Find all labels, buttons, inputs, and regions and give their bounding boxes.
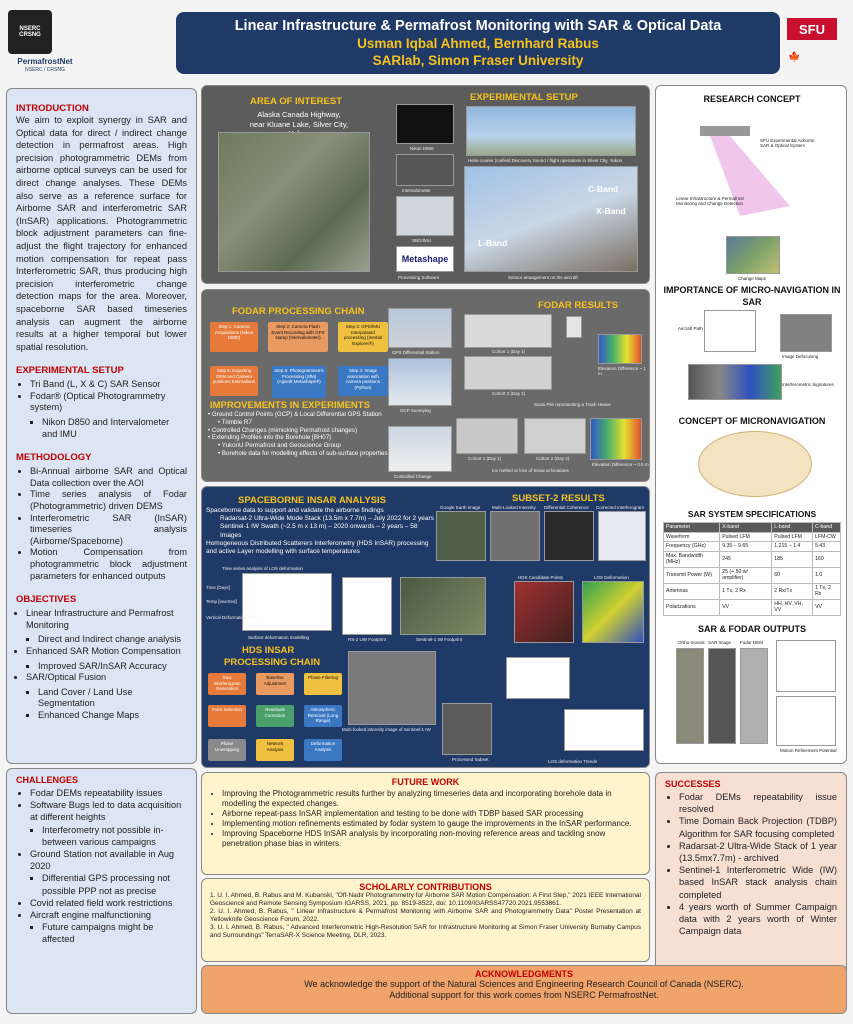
list-item [26, 646, 187, 672]
research-concept-diagram [670, 106, 834, 226]
list-item: • Fodar DEMs repeatability issues [30, 787, 187, 799]
challenges-heading: CHALLENGES [16, 775, 79, 785]
gcp-image [388, 358, 452, 406]
surf-caption: Surface deformation modelling [248, 635, 310, 640]
poster-header [176, 12, 780, 74]
trends-caption: LOS deformation Trends [548, 759, 598, 764]
successes-heading: SUCCESSES [665, 779, 721, 789]
list-item [26, 608, 187, 646]
s1-caption: Sentinel-1 IW Footprint [416, 637, 463, 642]
methodology-heading: METHODOLOGY [16, 452, 92, 464]
list-item: ▪ Direct and Indirect change analysis [38, 634, 187, 646]
intro-text: We aim to exploit synergy in SAR and Optical data for direct / indirect change detection in permafrost areas. High precision photogrammetric DEMs from airborne optical surveys can be used for direct change analyses. These DEMs also serve as a reference surface for Airborne SAR and interferometric SAR (InSAR) applications. Photogrammetric block adjustment parameters can fine-adjust the flight trajectory for enhanced motion compensation for repeat pass Interferometric SAR, thus producing high precision interferometric change detection maps for the area. Moreover, spaceborne SAR based timeseries analysis can augment the airborne results at a higher temporal but lower spatial resolution. [16, 115, 187, 352]
hds-block-7: Phase Unwrapping [208, 739, 246, 761]
sfu-logo-text: SFU [799, 21, 825, 37]
fodar-step-6: Step 6: Exporting DEM and Camera positions Estimations [210, 366, 258, 396]
fodar-dem-caption: Fodar DEM [740, 640, 764, 645]
dc-caption: Differential Coherence [544, 505, 589, 510]
ml-intensity-image [348, 651, 436, 725]
list-item [30, 799, 187, 848]
sar-spec-title: SAR SYSTEM SPECIFICATIONS [687, 509, 817, 519]
table-header: X-band [720, 523, 772, 533]
cband-label: C-Band [588, 184, 619, 194]
nserc-logo [8, 10, 52, 54]
sarimg-caption: SAR Image [708, 640, 732, 645]
research-concept-title: RESEARCH CONCEPT [703, 94, 801, 104]
list-item: • Airborne repeat-pass InSAR implementation and testing to be done with TDBP based SAR processing [222, 809, 639, 819]
camera-image [396, 104, 454, 144]
intro-heading: INTRODUCTION [16, 103, 89, 114]
hds-block-8: Network Analysis [256, 739, 294, 761]
successes-panel [655, 772, 847, 986]
los-trend-plot-2 [564, 709, 644, 751]
table-row [664, 599, 841, 615]
list-item: ▪ Nikon D850 and Intervalometer and IMU [42, 417, 187, 440]
table-cell: VV [720, 599, 772, 615]
sfu-leaf-icon: 🍁 [788, 52, 801, 63]
scholarly-panel [201, 878, 650, 962]
table-cell: Transmit Power (W) [664, 567, 720, 583]
motion-plot-2 [776, 696, 836, 746]
list-item-text: Borehole data for modelling effects of sub-surface properties [221, 449, 388, 457]
hds-block-4: Atmospheric Removal (Long Range) [304, 705, 342, 727]
reference-2: 2. U. I. Ahmed, B. Rabus, " Linear Infrastructure & Permafrost Monitoring with Airborne SAR and Photogrammetry Data" Poster Presentation at Yellowknife Geoscience Forum, 2022. [210, 908, 641, 923]
reference-3: 3. U. I. Ahmed, B. Rabus, " Advanced Interferometric High-Resolution SAR for Infrastructure Monitoring at Simon Fraser University Burnaby Campus and Surroundings" TerraSAR-X Science Meeting, DLR, 2023. [210, 924, 641, 939]
sensor-arrangement-image [464, 166, 638, 272]
poster-authors: Usman Iqbal Ahmed, Bernhard Rabus [357, 36, 599, 51]
gcp-caption: GCP Surveying [400, 408, 431, 413]
list-item-text: Ground Station not available in Aug 2020 [30, 849, 175, 872]
intervalometer-caption: Intervalometer [402, 188, 431, 193]
future-list [212, 789, 639, 849]
fodar-step-5: Step 5: Photogrammetric Processing (SfM) (Agisoft Metashape®) [272, 366, 326, 398]
elevation-diff-map-1 [598, 334, 642, 364]
ml-image [490, 511, 540, 561]
list-item: ▪ Land Cover / Land Use Segmentation [38, 687, 187, 710]
fodar-chain-title: FODAR PROCESSING CHAIN [232, 306, 365, 317]
spaceborne-title: SPACEBORNE INSAR ANALYSIS [238, 495, 386, 506]
los-caption: LOS Deformation [594, 575, 629, 580]
list-item: • Motion Compensation from photogrammetric block adjustment parameters for enhanced outputs [30, 547, 187, 582]
ci-image [598, 511, 646, 561]
list-item: • Controlled Changes (mimicking Permafrost changes) [208, 426, 358, 434]
right-column [655, 85, 847, 764]
permafrostnet-name: PermafrostNet [17, 57, 73, 66]
gps-caption: GPS Differential Station [392, 350, 440, 355]
interf-caption: Interferometric Signatures [782, 382, 834, 387]
table-cell: 60 [772, 567, 813, 583]
table-cell: Waveform [664, 532, 720, 542]
spaceborne-t4: Homogeneous Distributed Scatterers Interferometry (HDS InSAR) processing and active Layer modelling with surface temperatures [206, 539, 429, 556]
diff1-caption: Elevation Difference ~ 1 m [598, 366, 646, 376]
linear-caption: Linear Infrastructure & Permafrost Monitoring and Change Detection [676, 196, 744, 206]
list-item: • Covid related field work restrictions [30, 897, 187, 909]
objectives-list [16, 608, 187, 721]
list-item: ▪ Future campaigns might be affected [42, 921, 187, 945]
list-item: • Implementing motion refinements estimated by fodar system to gauge the improvements in the InSAR performance. [222, 819, 639, 829]
table-cell: 1.0 [813, 567, 841, 583]
rs2-caption: RS-2 UW Footprint [348, 637, 387, 642]
list-item-text: Fodar® (Optical Photogrammetry system) [30, 390, 166, 413]
hds-block-2: Baseline Adjustment [256, 673, 294, 695]
poster-affiliation: SARlab, Simon Fraser University [372, 53, 584, 68]
snow-pile-image [566, 316, 582, 338]
lband-label: L-Band [478, 238, 508, 248]
hds-block-9: Deformation Analysis [304, 739, 342, 761]
list-item-text: SAR/Optical Fusion [26, 672, 107, 683]
list-item: • YukonU Permafrost and Geoscience Group [218, 442, 341, 450]
elevation-diff-map-2 [590, 418, 642, 460]
table-cell: Pulsed LFM [772, 532, 813, 542]
table-header: Parameter [664, 523, 720, 533]
table-header: L-band [772, 523, 813, 533]
list-item: • Time series analysis of Fodar (Photogrammetric) driven DEMS [30, 489, 187, 512]
los-trend-plot-1 [506, 657, 570, 699]
list-item-text: Controlled Changes (mimicking Permafrost changes) [211, 426, 358, 434]
change-maps-caption: Change Maps [738, 276, 767, 281]
hds-block-3: Phase Filtering [304, 673, 342, 695]
xband-label: X-Band [596, 206, 626, 216]
methodology-list [16, 466, 187, 582]
aircraft-image [466, 106, 636, 156]
aircraft-path-caption: Aircraft Path [678, 326, 703, 331]
ack-line-2: Additional support for this work comes from NSERC PermafrostNet. [389, 990, 659, 1000]
exp-setup-heading: EXPERIMENTAL SETUP [16, 365, 124, 377]
fodar-results-title: FODAR RESULTS [538, 300, 619, 311]
ortho-image [676, 648, 704, 744]
table-row [664, 551, 841, 567]
table-cell: 185 [772, 551, 813, 567]
permafrostnet-logo [10, 57, 80, 75]
change-maps-image [726, 236, 780, 274]
table-cell: 5.43 [813, 542, 841, 552]
controlled-caption: Controlled Change [394, 474, 432, 479]
micronav-diagram [698, 431, 812, 497]
exp-title: EXPERIMENTAL SETUP [470, 92, 578, 103]
challenges-list [16, 787, 187, 946]
list-item-text: Enhanced SAR Motion Compensation [26, 645, 181, 656]
successes-list [665, 791, 837, 937]
s1-footprint-image [400, 577, 486, 635]
list-item: ▪ Differential GPS processing not possible PPP not as precise [42, 872, 187, 896]
ml-caption: Multi-Looked Intensity [492, 505, 536, 510]
cohort1-caption: Cohort 1 (Day 1) [492, 349, 526, 354]
defocus-caption: Image Defocusing [782, 354, 819, 359]
future-title: FUTURE WORK [391, 777, 460, 787]
snow-caption: Snow Pile representing a Trash Heave [534, 402, 611, 407]
table-cell: 1 Tx, 2 Rx [813, 583, 841, 599]
fodar-dem-image [740, 648, 768, 744]
vert-label: Vertical Deformation [mm] [206, 615, 258, 620]
motion-caption: Motion Refinement Potential [780, 748, 837, 753]
list-item-text: Linear Infrastructure and Permafrost Monitoring [26, 608, 174, 630]
aoi-panel [201, 85, 650, 284]
nserc-logo-text: NSERC CRSNG [19, 26, 41, 38]
ge-caption: Google Earth Image [440, 505, 481, 510]
list-item-text: Software Bugs led to data acquisition at different heights [30, 800, 182, 823]
list-item [30, 909, 187, 946]
dc-image [544, 511, 594, 561]
list-item: • Fodar DEMs repeatability issue resolved [679, 791, 837, 815]
sensor-caption: Sensor arrangement on the aircraft [508, 275, 578, 280]
list-item-text: Aircraft engine malfunctioning [30, 910, 152, 921]
list-item-text: Ground Control Points (GCP) & Local Differential GPS Station [211, 411, 382, 418]
camera-caption: Nikon D850 [410, 146, 434, 151]
hds-block-1: Raw Interferogram Generation [208, 673, 246, 695]
cohort2-caption: Cohort 2 (Day 1) [492, 391, 526, 396]
ci-caption: Corrected Interferogram [596, 505, 645, 510]
temp-label: Temp [inverted] [206, 599, 237, 604]
table-cell: Pulsed LFM [720, 532, 772, 542]
sar-spec-table [663, 522, 841, 616]
rs2-footprint-image [342, 577, 392, 635]
cohort2-image [464, 356, 552, 390]
list-item: • Improving the Photogrammetric results further by analyzing timeseries data and incorporating borehole data in modelling the expected changes. [222, 789, 639, 809]
list-item: • 4 years worth of Summer Campaign data with 2 years worth of Winter Campaign data [679, 901, 837, 938]
concept-beam-icon [670, 106, 834, 226]
table-cell: 245 [720, 551, 772, 567]
fodar-step-2: Step 2: Camera Flash Event Recording with GPS stamp (Intervalometer) [268, 322, 328, 352]
list-item: ▪ Interferometry not possible in-between various campaigns [42, 824, 187, 848]
controlled-change-image [388, 426, 452, 472]
list-item [30, 848, 187, 897]
sar-fodar-title: SAR & FODAR OUTPUTS [698, 624, 806, 634]
table-cell: VV [813, 599, 841, 615]
list-item: • Interferometric SAR (InSAR) timeseries analysis (Airborne/Spaceborne) [30, 513, 187, 548]
aircraft-caption: Helio-courier (Icefield Discovery Sound / flight operations in Silver City, Yukon [468, 158, 623, 163]
diff2-caption: Elevation Difference ~ 0.5 m [592, 462, 649, 467]
los-deformation-image [582, 581, 644, 643]
importance-title: IMPORTANCE OF MICRO-NAVIGATION IN SAR [663, 285, 841, 307]
list-item: • Improving Spaceborne HDS InSAR analysis by incorporating non-moving reference areas and tackling snow penetration phase bias in winters. [222, 829, 639, 849]
ortho-caption: Ortho-mosaic [678, 640, 706, 645]
table-cell: 25 (+ 50 w/ amplifier) [720, 567, 772, 583]
scholarly-title: SCHOLARLY CONTRIBUTIONS [359, 882, 492, 892]
table-row [664, 523, 841, 533]
ml-int-caption: Multi-looked intensity image of Sentinel-1 IW [342, 727, 431, 732]
intervalometer-image [396, 154, 454, 186]
cohort2-melt-image [524, 418, 586, 454]
aoi-sub2: near Kluane Lake, Silver City, [249, 119, 349, 129]
list-item: • Tri Band (L, X & C) SAR Sensor [30, 379, 187, 391]
metashape-logo: Metashape [396, 246, 454, 272]
sfu-exp-caption: SFU Experimental Airborne SAR & Optical System [760, 138, 815, 148]
list-item: • Time Domain Back Projection (TDBP) Algorithm for SAR focusing completed [679, 815, 837, 839]
exp-setup-list [16, 379, 187, 440]
interferometric-image [688, 364, 782, 400]
table-cell: 1 Tx, 2 Rx [720, 583, 772, 599]
table-cell: Antennas [664, 583, 720, 599]
table-cell: 2 Rx/Tx [772, 583, 813, 599]
list-item: • Radarsat-2 Ultra-Wide Stack of 1 year (13.5mx7.7m) - archived [679, 840, 837, 864]
list-item-text: Extending Profiles into the Borehole [BH07] [211, 434, 331, 442]
metashape-caption: Processing Software [398, 275, 440, 280]
list-item-text: YukonU Permafrost and Geoscience Group [221, 442, 341, 450]
list-item: • Ground Control Points (GCP) & Local Differential GPS Station [208, 411, 382, 418]
aoi-sub1: Alaska Canada Highway, [257, 110, 341, 119]
table-cell: HH, HV, VH, VV [772, 599, 813, 615]
ack-title: ACKNOWLEDGMENTS [475, 969, 573, 979]
ack-line-1: We acknowledge the support of the Natural Sciences and Engineering Research Council of Canada (NSERC). [304, 979, 744, 989]
permafrostnet-sub: NSERC / CRSNG [25, 67, 65, 73]
table-header: C-band [813, 523, 841, 533]
fodar-step-3: Step 3: GPS/IMU Interpolated processing (Inertial Explorer®) [338, 322, 388, 352]
objectives-heading: OBJECTIVES [16, 594, 77, 606]
aircraft-path-plot [704, 310, 756, 352]
table-cell: 1.215 – 1.4 [772, 542, 813, 552]
subset-title: SUBSET-2 RESULTS [512, 493, 605, 504]
list-item [26, 672, 187, 721]
spaceborne-t2: Radarsat-2 Ultra-Wide Mode Stack (13.5m x 7.7m) – July 2022 for 2 years [220, 515, 434, 523]
motion-plot-1 [776, 640, 836, 692]
table-cell: LFM-CW [813, 532, 841, 542]
cohort1-melt-caption: Cohort 1 (Day 1) [468, 456, 502, 461]
spaceborne-text [206, 507, 438, 556]
hds-title-1: HDS INSAR [242, 645, 295, 656]
defocus-image [780, 314, 832, 352]
cohort2-melt-caption: Cohort 2 (Day 2) [536, 456, 570, 461]
spaceborne-t1: Spaceborne data to support and validate the airborne findings [206, 507, 384, 514]
poster-title: Linear Infrastructure & Permafrost Monitoring with SAR & Optical Data [234, 18, 722, 34]
imu-image [396, 196, 454, 236]
list-item: • Extending Profiles into the Borehole [BH07] [208, 434, 331, 442]
list-item: • Trimble R7 [218, 418, 252, 426]
left-column [6, 88, 197, 764]
spaceborne-t3: Sentinel-1 IW Swath (~2.5 m x 13 m) – 2020 onwards – 2 years – 58 Images [220, 523, 418, 539]
ts-caption: Time series analysis of LOS deformation [222, 566, 303, 571]
table-cell: 160 [813, 551, 841, 567]
list-item: • Borehole data for modelling effects of sub-surface properties [218, 449, 388, 457]
reference-1: 1. U. I. Ahmed, B. Rabus and M. Kubanski, "Off-Nadir Photogrammetry for Airborne SAR Motion Compensation: A First Step," 2021 IEEE International Geoscience and Remote Sensing Symposium IGARSS, 2021, pp. 8519-8522, doi: 10.1109/IGARSS47720.2021.9553861. [210, 892, 641, 907]
imu-caption: SBG/IMU [412, 238, 432, 243]
hds-candidates-image [514, 581, 574, 643]
sar-image [708, 648, 736, 744]
list-item: • Sentinel-1 Interferometric Wide (IW) based InSAR stack analysis chain completed [679, 864, 837, 901]
subset-caption: Processed Subset [452, 757, 489, 762]
aoi-map-image [218, 132, 370, 272]
table-row [664, 567, 841, 583]
list-item-text: Trimble R7 [221, 418, 252, 426]
table-cell: 9.35 – 9.65 [720, 542, 772, 552]
spaceborne-panel [201, 486, 650, 768]
challenges-panel [6, 768, 197, 1014]
scholarly-list [210, 892, 641, 940]
processed-subset-image [442, 703, 492, 755]
aoi-title: AREA OF INTEREST [250, 96, 343, 107]
fodar-step-1: Step 1: Camera Acquisitions (Nikon D850) [210, 322, 258, 352]
ts-plot-image [242, 573, 332, 631]
table-row [664, 542, 841, 552]
table-cell: Max. Bandwidth (MHz) [664, 551, 720, 567]
hds-block-6: Point Selection [208, 705, 246, 727]
table-cell: Frequency (GHz) [664, 542, 720, 552]
cohort1-melt-image [456, 418, 518, 454]
future-work-panel [201, 772, 650, 875]
hds-block-5: Residuals Correction [256, 705, 294, 727]
time-label: Time [Days] [206, 585, 230, 590]
list-item: • Bi-Annual airborne SAR and Optical Data collection over the AOI [30, 466, 187, 489]
list-item: ▪ Improved SAR/InSAR Accuracy [38, 661, 187, 673]
improvements-list [208, 411, 388, 458]
sfu-logo [787, 18, 837, 40]
hds-title-2: PROCESSING CHAIN [224, 657, 321, 668]
table-row [664, 583, 841, 599]
table-cell: Polarizations [664, 599, 720, 615]
improvements-title: IMPROVEMENTS IN EXPERIMENTS [210, 400, 370, 411]
ge-image [436, 511, 486, 561]
acknowledgments-panel [201, 965, 847, 1014]
list-item [30, 391, 187, 440]
ice-caption: Ice melted or loss of Snow at locations [492, 468, 569, 473]
fodar-panel [201, 289, 650, 482]
list-item: ▪ Enhanced Change Maps [38, 710, 187, 722]
gps-station-image [388, 308, 452, 348]
fodar-step-4: Step 4: Image association with camera positions (Python) [338, 366, 388, 396]
table-row [664, 532, 841, 542]
cohort1-image [464, 314, 552, 348]
micronav-title: CONCEPT OF MICRONAVIGATION [678, 416, 826, 426]
hdsc-caption: HDS Candidate Points [518, 575, 564, 580]
